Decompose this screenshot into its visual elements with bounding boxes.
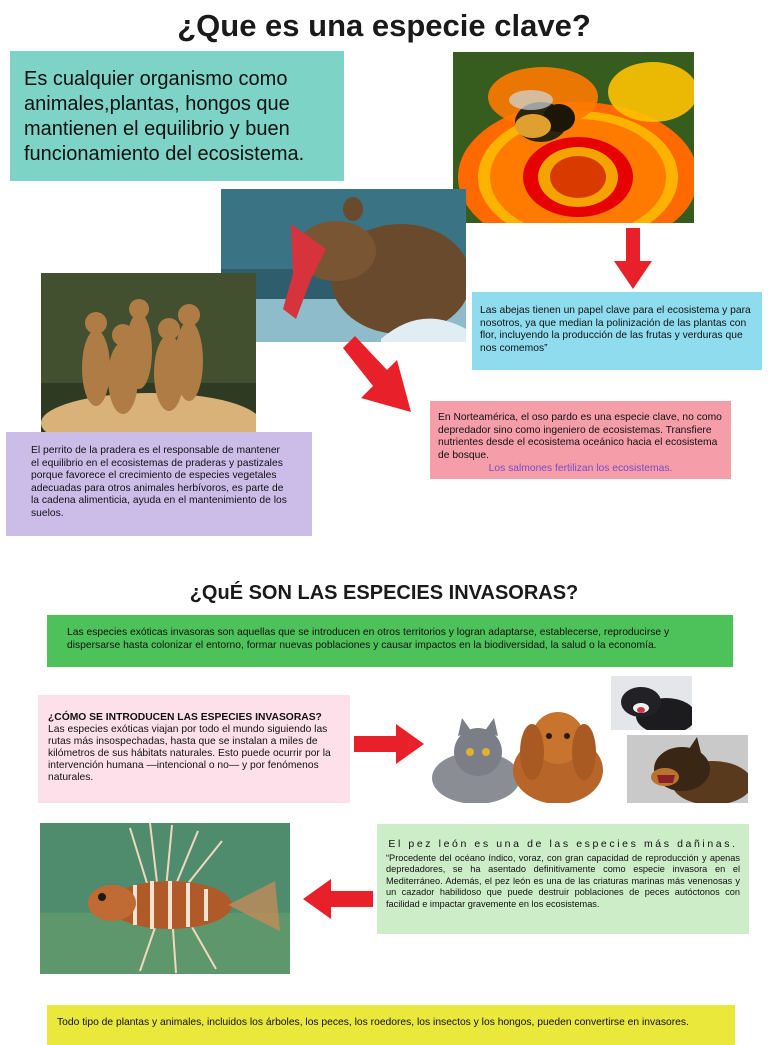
angry-dog-image xyxy=(627,735,748,803)
prairie-dog-info-box: El perrito de la pradera es el responsable de mantener el equilibrio en el ecosistemas de praderas y pastizales porque favorece el crecimiento de especies vegetales adecuadas para otros animales herbívoros, es parte de la cadena alimenticia, ayuda en el mantenimiento de los suelos. xyxy=(6,432,312,536)
arrow-right-icon xyxy=(354,724,424,764)
arrow-left-icon xyxy=(303,879,373,919)
introduction-text: Las especies exóticas viajan por todo el mundo siguiendo las rutas más insospechadas, hasta que se instalan a miles de kilómetros de sus hábitats naturales. Esto puede ocurrir por la intervención humana —intencional o no— y por fenómenos naturales. xyxy=(48,724,331,783)
bee-flower-image xyxy=(453,52,694,223)
cat-dog-image xyxy=(428,700,610,803)
lionfish-image xyxy=(40,823,290,974)
introduction-info-box xyxy=(38,695,350,803)
bear-info-box xyxy=(430,401,731,479)
introduction-heading: ¿CÓMO SE INTRODUCEN LAS ESPECIES INVASORAS? xyxy=(48,712,322,723)
prairie-dogs-image xyxy=(41,273,256,433)
keystone-definition: Es cualquier organismo como animales,plantas, hongos que mantienen el equilibrio y buen funcionamiento del ecosistema. xyxy=(10,51,344,181)
lionfish-text: “Procedente del océano índico, voraz, con gran capacidad de reproducción y apenas depredadores, se ha asentado definitivamente como especie invasora en el Mediterráneo. Además, el pez león es una de las criaturas marinas más venenosas y un cazador habilidoso que puede destruir poblaciones de peces autóctonos con facilidad e impactar gravemente en los ecosistemas. xyxy=(386,852,740,909)
arrow-diagonal-icon xyxy=(343,336,413,412)
page-title: ¿Que es una especie clave? xyxy=(177,8,591,43)
invasive-definition-box: Las especies exóticas invasoras son aquellas que se introducen en otros territorios y logran adaptarse, establecerse, reproducirse y dispersarse hasta colonizar el entorno, formar nuevas poblaciones y causar impactos en la biodiversidad, la salud o la economía. xyxy=(47,615,733,667)
lionfish-heading: El pez león es una de las especies más dañinas. xyxy=(388,838,738,850)
lionfish-info-box xyxy=(377,824,749,934)
footer-info-box: Todo tipo de plantas y animales, incluidos los árboles, los peces, los roedores, los insectos y los hongos, pueden convertirse en invasores. xyxy=(47,1005,735,1045)
bee-info-box: Las abejas tienen un papel clave para el ecosistema y para nosotros, ya que median la polinización de las plantas con flor, incluyendo la producción de las frutas y verduras que nos comemos” xyxy=(472,292,762,370)
angry-cat-image xyxy=(611,676,692,730)
arrow-down-icon xyxy=(614,228,652,289)
section-title-invasive: ¿QuÉ SON LAS ESPECIES INVASORAS? xyxy=(189,582,579,604)
bear-info-text: En Norteamérica, el oso pardo es una especie clave, no como depredador sino como ingeniero de ecosistemas. Transfiere nutrientes desde el ecosistema oceánico hacia el ecosistema de bosque. xyxy=(438,412,722,461)
bear-info-subtext: Los salmones fertilizan los ecosistemas. xyxy=(488,463,673,474)
bear-salmon-image xyxy=(221,189,466,342)
